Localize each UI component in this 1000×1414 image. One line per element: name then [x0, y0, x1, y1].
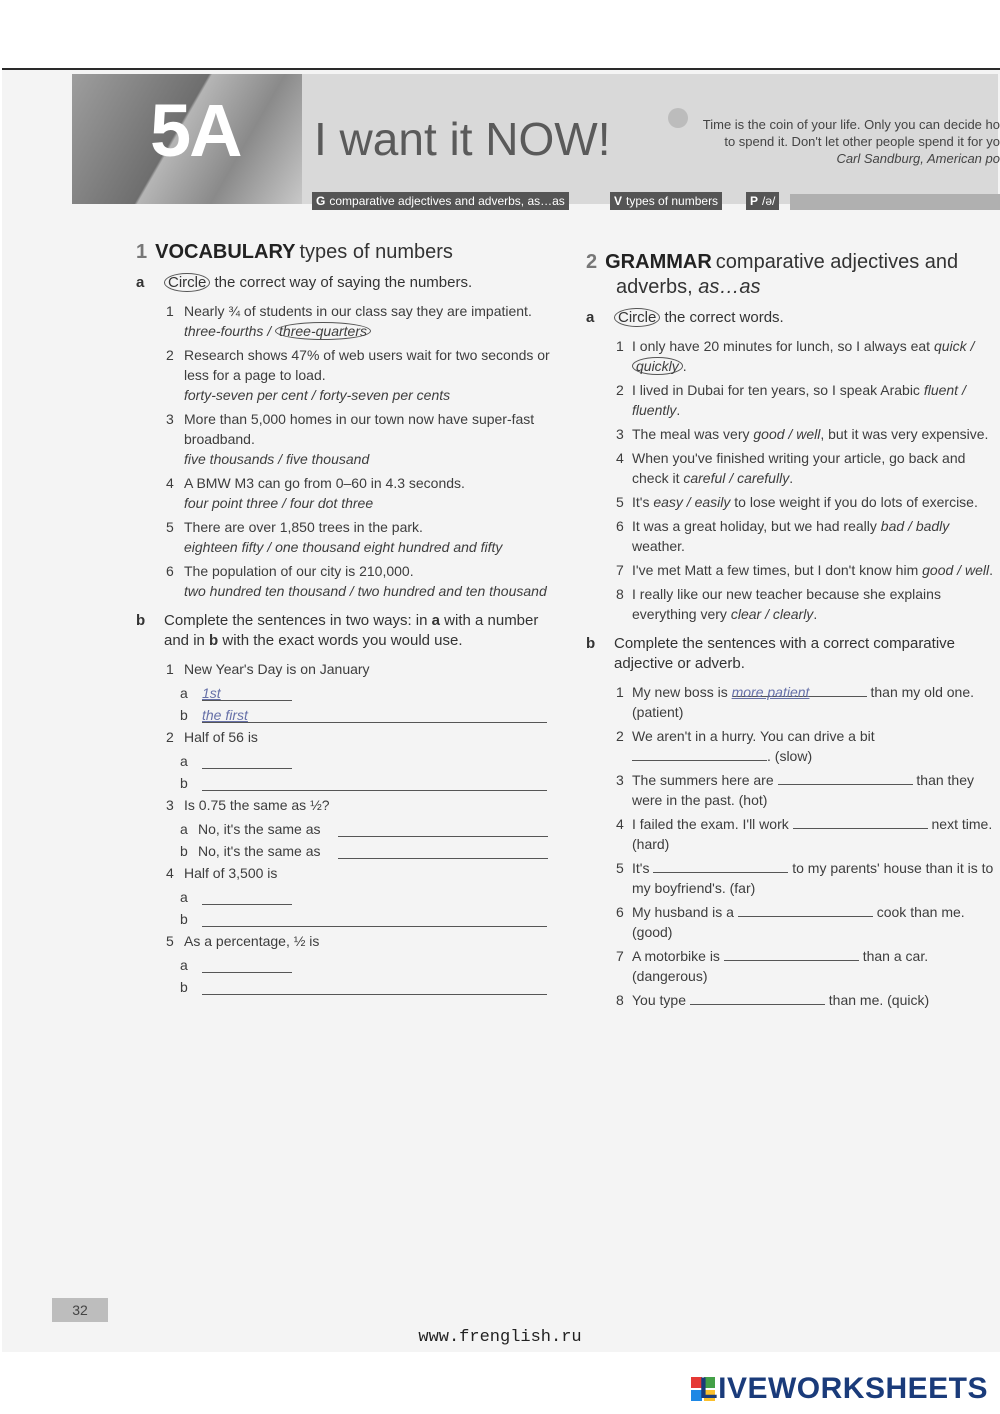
- answer-line: a: [136, 751, 556, 773]
- answer-input[interactable]: [338, 841, 548, 859]
- answer-input[interactable]: [778, 770, 913, 785]
- answer-input[interactable]: [202, 977, 547, 995]
- answer-line: a 1st: [136, 683, 556, 705]
- list-item: 2 We aren't in a hurry. You can drive a bit . (slow): [616, 728, 875, 764]
- page-number: 32: [52, 1298, 108, 1322]
- option[interactable]: five thousand: [285, 451, 370, 467]
- answer-input[interactable]: [793, 814, 928, 829]
- option[interactable]: badly: [915, 518, 950, 534]
- list-item: 3 Is 0.75 the same as ½?: [166, 797, 330, 813]
- list-item: 4 Half of 3,500 is: [166, 865, 278, 881]
- circled-word: Circle: [164, 273, 210, 292]
- exercise-instruction: b Complete the sentences with a correct comparative adjective or adverb.: [586, 635, 955, 672]
- website-url: www.frenglish.ru: [418, 1328, 582, 1347]
- option[interactable]: clear /: [730, 606, 773, 622]
- list-item: 1 Nearly ¾ of students in our class say they are impatient. three-fourths / three-quarters: [166, 303, 532, 339]
- option[interactable]: four point three /: [184, 495, 290, 511]
- tag-grammar: G comparative adjectives and adverbs, as…as: [312, 192, 569, 210]
- option-selected[interactable]: quickly: [632, 357, 683, 375]
- option[interactable]: forty-seven per cent /: [184, 387, 320, 403]
- exercise-instruction: b Complete the sentences in two ways: in a with a number and in b with the exact words you would use.: [136, 612, 539, 649]
- option-selected[interactable]: three-quarters: [275, 322, 371, 340]
- answer-line: b: [136, 977, 556, 999]
- answer-input[interactable]: [632, 746, 767, 761]
- option[interactable]: two hundred and ten thousand: [357, 583, 547, 599]
- list-item: 3 More than 5,000 homes in our town now have super-fast broadband. five thousands / five thousand: [166, 411, 535, 467]
- grammar-section: [586, 250, 1000, 1014]
- option[interactable]: well: [796, 426, 821, 442]
- option[interactable]: quick /: [933, 338, 975, 354]
- answer-input[interactable]: [738, 902, 873, 917]
- tag-bar: [790, 194, 1000, 210]
- answer-line: b: [136, 773, 556, 795]
- option[interactable]: fluent /: [923, 382, 966, 398]
- circled-word: Circle: [614, 308, 660, 327]
- answer-input[interactable]: [202, 955, 292, 973]
- vocabulary-section: [136, 240, 556, 999]
- unit-title: I want it NOW!: [314, 113, 611, 165]
- section-heading: 2 GRAMMAR comparative adjectives and adverbs, as…as: [586, 251, 959, 298]
- list-item: 4 A BMW M3 can go from 0–60 in 4.3 seconds. four point three / four dot three: [166, 475, 465, 511]
- list-item: 5 It's to my parents' house than it is to my boyfriend's. (far): [616, 860, 994, 896]
- answer-input[interactable]: 1st: [202, 683, 292, 701]
- answer-input[interactable]: [202, 773, 547, 791]
- option[interactable]: well: [964, 562, 990, 578]
- answer-line: b the first: [136, 705, 556, 727]
- option[interactable]: one thousand eight hundred and fifty: [275, 539, 503, 555]
- list-item: 4 When you've finished writing your article, go back and check it careful / carefully.: [616, 450, 966, 486]
- list-item: 7 I've met Matt a few times, but I don't know him good / well.: [616, 562, 993, 578]
- list-item: 4 I failed the exam. I'll work next time. (hard): [616, 816, 993, 852]
- answer-input[interactable]: [202, 887, 292, 905]
- answer-input[interactable]: [202, 751, 292, 769]
- answer-input[interactable]: more patient: [732, 682, 867, 697]
- exercise-instruction: a Circle the correct way of saying the numbers.: [136, 274, 473, 291]
- brand-name[interactable]: LIVEWORKSHEETS: [699, 1372, 988, 1405]
- list-item: 8 You type than me. (quick): [616, 992, 930, 1008]
- list-item: 7 A motorbike is than a car. (dangerous): [616, 948, 929, 984]
- option[interactable]: good /: [922, 562, 965, 578]
- answer-line: a No, it's the same as: [136, 819, 556, 841]
- option[interactable]: five thousands /: [184, 451, 286, 467]
- option[interactable]: careful /: [683, 470, 738, 486]
- list-item: 5 There are over 1,850 trees in the park. eighteen fifty / one thousand eight hundred and fifty: [166, 519, 503, 555]
- list-item: 6 The population of our city is 210,000. two hundred ten thousand / two hundred and ten thousand: [166, 563, 547, 599]
- list-item: 2 Half of 56 is: [166, 729, 258, 745]
- list-item: 3 The meal was very good / well, but it was very expensive.: [616, 426, 989, 442]
- answer-input[interactable]: [338, 819, 548, 837]
- answer-input[interactable]: [202, 909, 547, 927]
- list-item: 1 My new boss is more patient than my old one. (patient): [616, 684, 974, 720]
- quote: [640, 116, 1000, 167]
- answer-line: b No, it's the same as: [136, 841, 556, 863]
- section-heading: 1 VOCABULARY types of numbers: [136, 241, 453, 263]
- list-item: 2 Research shows 47% of web users wait for two seconds or less for a page to load. forty-seven per cent / forty-seven per cents: [166, 347, 550, 403]
- answer-input[interactable]: [653, 858, 788, 873]
- option[interactable]: bad /: [880, 518, 916, 534]
- unit-code: 5A: [150, 89, 241, 172]
- option[interactable]: three-fourths /: [184, 323, 276, 339]
- list-item: 1 I only have 20 minutes for lunch, so I always eat quick / quickly .: [616, 338, 975, 374]
- quote-line: Time is the coin of your life. Only you can decide ho: [702, 117, 1000, 132]
- list-item: 3 The summers here are than they were in the past. (hot): [616, 772, 974, 808]
- list-item: 1 New Year's Day is on January: [166, 661, 370, 677]
- option[interactable]: clearly: [772, 606, 814, 622]
- answer-line: a: [136, 887, 556, 909]
- list-item: 5 As a percentage, ½ is: [166, 933, 320, 949]
- exercise-instruction: a Circle the correct words.: [586, 309, 784, 326]
- tag-pronunciation: P /ə/: [746, 192, 779, 210]
- option[interactable]: eighteen fifty /: [184, 539, 276, 555]
- list-item: 2 I lived in Dubai for ten years, so I speak Arabic fluent / fluently.: [616, 382, 966, 418]
- answer-input[interactable]: the first: [202, 705, 547, 723]
- answer-input[interactable]: [724, 946, 859, 961]
- option[interactable]: good /: [753, 426, 797, 442]
- option[interactable]: carefully: [737, 470, 790, 486]
- option[interactable]: easy /: [653, 494, 695, 510]
- quote-line: to spend it. Don't let other people spend it for yo: [724, 134, 1000, 149]
- list-item: 6 My husband is a cook than me. (good): [616, 904, 965, 940]
- option[interactable]: four dot three: [289, 495, 374, 511]
- answer-line: b: [136, 909, 556, 931]
- option[interactable]: two hundred ten thousand /: [184, 583, 358, 599]
- list-item: 8 I really like our new teacher because she explains everything very clear / clearly.: [616, 586, 941, 622]
- option[interactable]: easily: [694, 494, 731, 510]
- option[interactable]: fluently: [632, 402, 677, 418]
- list-item: 6 It was a great holiday, but we had really bad / badly weather.: [616, 518, 950, 554]
- answer-line: a: [136, 955, 556, 977]
- option[interactable]: forty-seven per cents: [319, 387, 451, 403]
- answer-input[interactable]: [690, 990, 825, 1005]
- list-item: 5 It's easy / easily to lose weight if you do lots of exercise.: [616, 494, 978, 510]
- quote-author: Carl Sandburg, American po: [836, 151, 1000, 166]
- tag-vocabulary: V types of numbers: [610, 192, 722, 210]
